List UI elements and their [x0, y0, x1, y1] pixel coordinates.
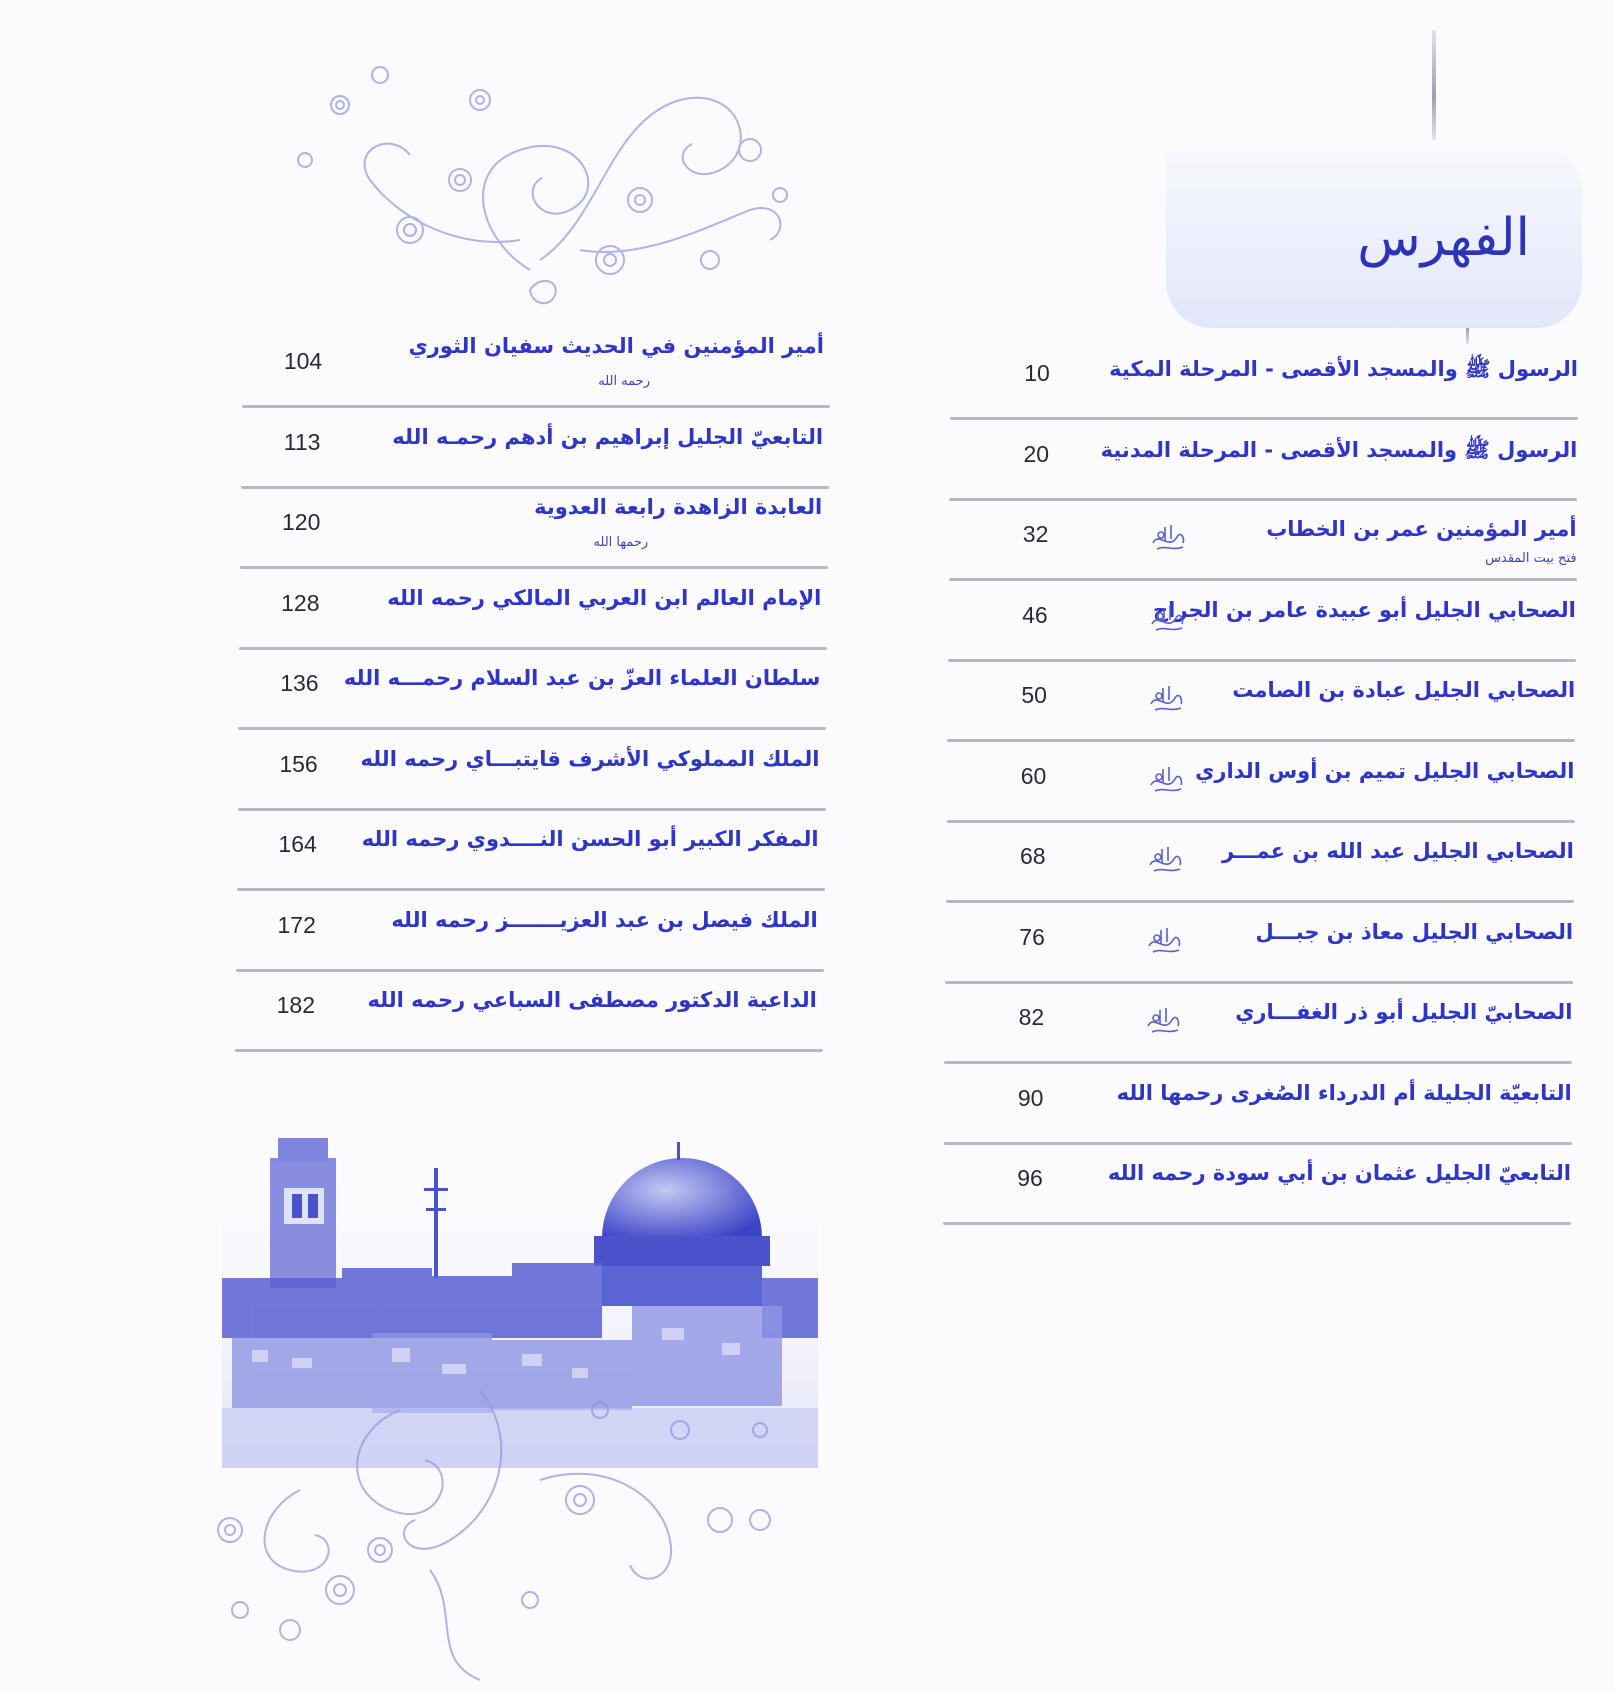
- row-divider: [943, 1222, 1571, 1225]
- entry-title: الصحابي الجليل معاذ بن جبـــل: [1255, 919, 1574, 944]
- toc-entry: [235, 972, 823, 1052]
- honorific-calligraphy-icon: [1149, 521, 1189, 555]
- entry-title: العابدة الزاهدة رابعة العدوية: [534, 495, 823, 519]
- entry-title: التابعيّ الجليل عثمان بن أبي سودة رحمه الله: [1107, 1161, 1571, 1185]
- swirl-ornament-icon: [200, 1370, 820, 1693]
- page-number: 68: [1020, 843, 1046, 869]
- entry-title: المفكر الكبير أبو الحسن النــــدوي رحمه الله: [361, 827, 819, 851]
- honorific-calligraphy-icon: [1147, 763, 1187, 797]
- toc-entry: [948, 582, 1576, 662]
- entry-title: التابعيّ الجليل إبراهيم بن أدهم رحمـه الله: [392, 424, 824, 449]
- entry-title: الإمام العالم ابن العربي المالكي رحمه الله: [387, 585, 822, 610]
- entry-title: الصحابيّ الجليل أبو ذر الغفـــاري: [1235, 1000, 1573, 1024]
- toc-entry: [945, 904, 1573, 984]
- toc-entry: [949, 501, 1577, 581]
- page-number: 164: [278, 831, 317, 857]
- entry-title: أمير المؤمنين في الحديث سفيان الثوري: [408, 334, 824, 358]
- toc-entry: [240, 489, 828, 569]
- swirl-ornament-icon: [280, 60, 820, 310]
- page-number: 182: [276, 992, 315, 1018]
- toc-entry: [947, 662, 1575, 742]
- honorific-calligraphy-icon: [1145, 924, 1185, 958]
- page-number: 32: [1022, 521, 1049, 547]
- honorific-calligraphy-icon: [1144, 1004, 1184, 1038]
- toc-entry: [943, 1145, 1571, 1225]
- entry-title: الصحابي الجليل تميم بن أوس الداري: [1195, 758, 1575, 783]
- toc-entry: [944, 1065, 1572, 1145]
- entry-title: الصحابي الجليل أبو عبيدة عامر بن الجراح: [1153, 597, 1576, 622]
- toc-entry: [239, 570, 827, 650]
- toc-entry: [947, 743, 1575, 823]
- toc-entry: [949, 421, 1577, 501]
- entry-title: الملك المملوكي الأشرف قايتبـــاي رحمه الله: [360, 746, 820, 771]
- row-divider: [235, 1049, 823, 1052]
- honorific-calligraphy-icon: [1148, 602, 1188, 636]
- honorific-calligraphy-icon: [1146, 843, 1186, 877]
- entry-title: الرسول ﷺ والمسجد الأقصى - المرحلة المدنية: [1100, 437, 1578, 462]
- entry-subtitle: رحمها الله: [593, 535, 649, 550]
- page-number: 96: [1017, 1165, 1043, 1191]
- decorative-stroke: [1432, 30, 1436, 140]
- toc-entry: [242, 328, 830, 408]
- entry-title: الداعية الدكتور مصطفى السباعي رحمه الله: [367, 988, 817, 1012]
- page-number: 136: [280, 670, 319, 696]
- page-number: 76: [1019, 923, 1045, 950]
- page-number: 10: [1024, 360, 1050, 386]
- page-number: 90: [1017, 1084, 1044, 1111]
- toc-entry: [950, 340, 1578, 420]
- page-number: 20: [1023, 440, 1050, 467]
- entry-title: الرسول ﷺ والمسجد الأقصى - المرحلة المكية: [1109, 357, 1578, 381]
- entry-title: أمير المؤمنين عمر بن الخطاب: [1266, 517, 1577, 541]
- page-number: 60: [1020, 762, 1047, 789]
- page-number: 120: [282, 509, 321, 535]
- toc-entry: [238, 731, 826, 811]
- page-number: 46: [1022, 601, 1048, 628]
- entry-subtitle: فتح بيت المقدس: [1485, 551, 1577, 566]
- page-number: 156: [279, 750, 318, 777]
- page-number: 82: [1018, 1004, 1045, 1030]
- page-number: 50: [1021, 682, 1047, 708]
- toc-entry: [241, 409, 829, 489]
- page-number: 104: [283, 348, 323, 374]
- toc-entry: [237, 811, 825, 891]
- page-number: 128: [281, 589, 320, 616]
- toc-entry: [236, 892, 824, 972]
- entry-title: الصحابي الجليل عبادة بن الصامت: [1232, 678, 1576, 702]
- honorific-calligraphy-icon: [1147, 682, 1187, 716]
- page-title: الفهرس: [1357, 208, 1530, 268]
- entry-title: الصحابي الجليل عبد الله بن عمـــر: [1221, 839, 1574, 863]
- toc-entry: [238, 650, 826, 730]
- page-number: 172: [277, 911, 316, 938]
- entry-title: الملك فيصل بن عبد العزيـــــــز رحمه الله: [391, 907, 818, 932]
- entry-subtitle: رحمه الله: [598, 374, 650, 389]
- toc-entry: [944, 984, 1572, 1064]
- entry-title: التابعيّة الجليلة أم الدرداء الصُغرى رحمها الله: [1116, 1080, 1572, 1105]
- entry-title: سلطان العلماء العزّ بن عبد السلام رحمـــه الله: [343, 666, 821, 690]
- toc-entry: [946, 823, 1574, 903]
- page-number: 113: [283, 428, 321, 455]
